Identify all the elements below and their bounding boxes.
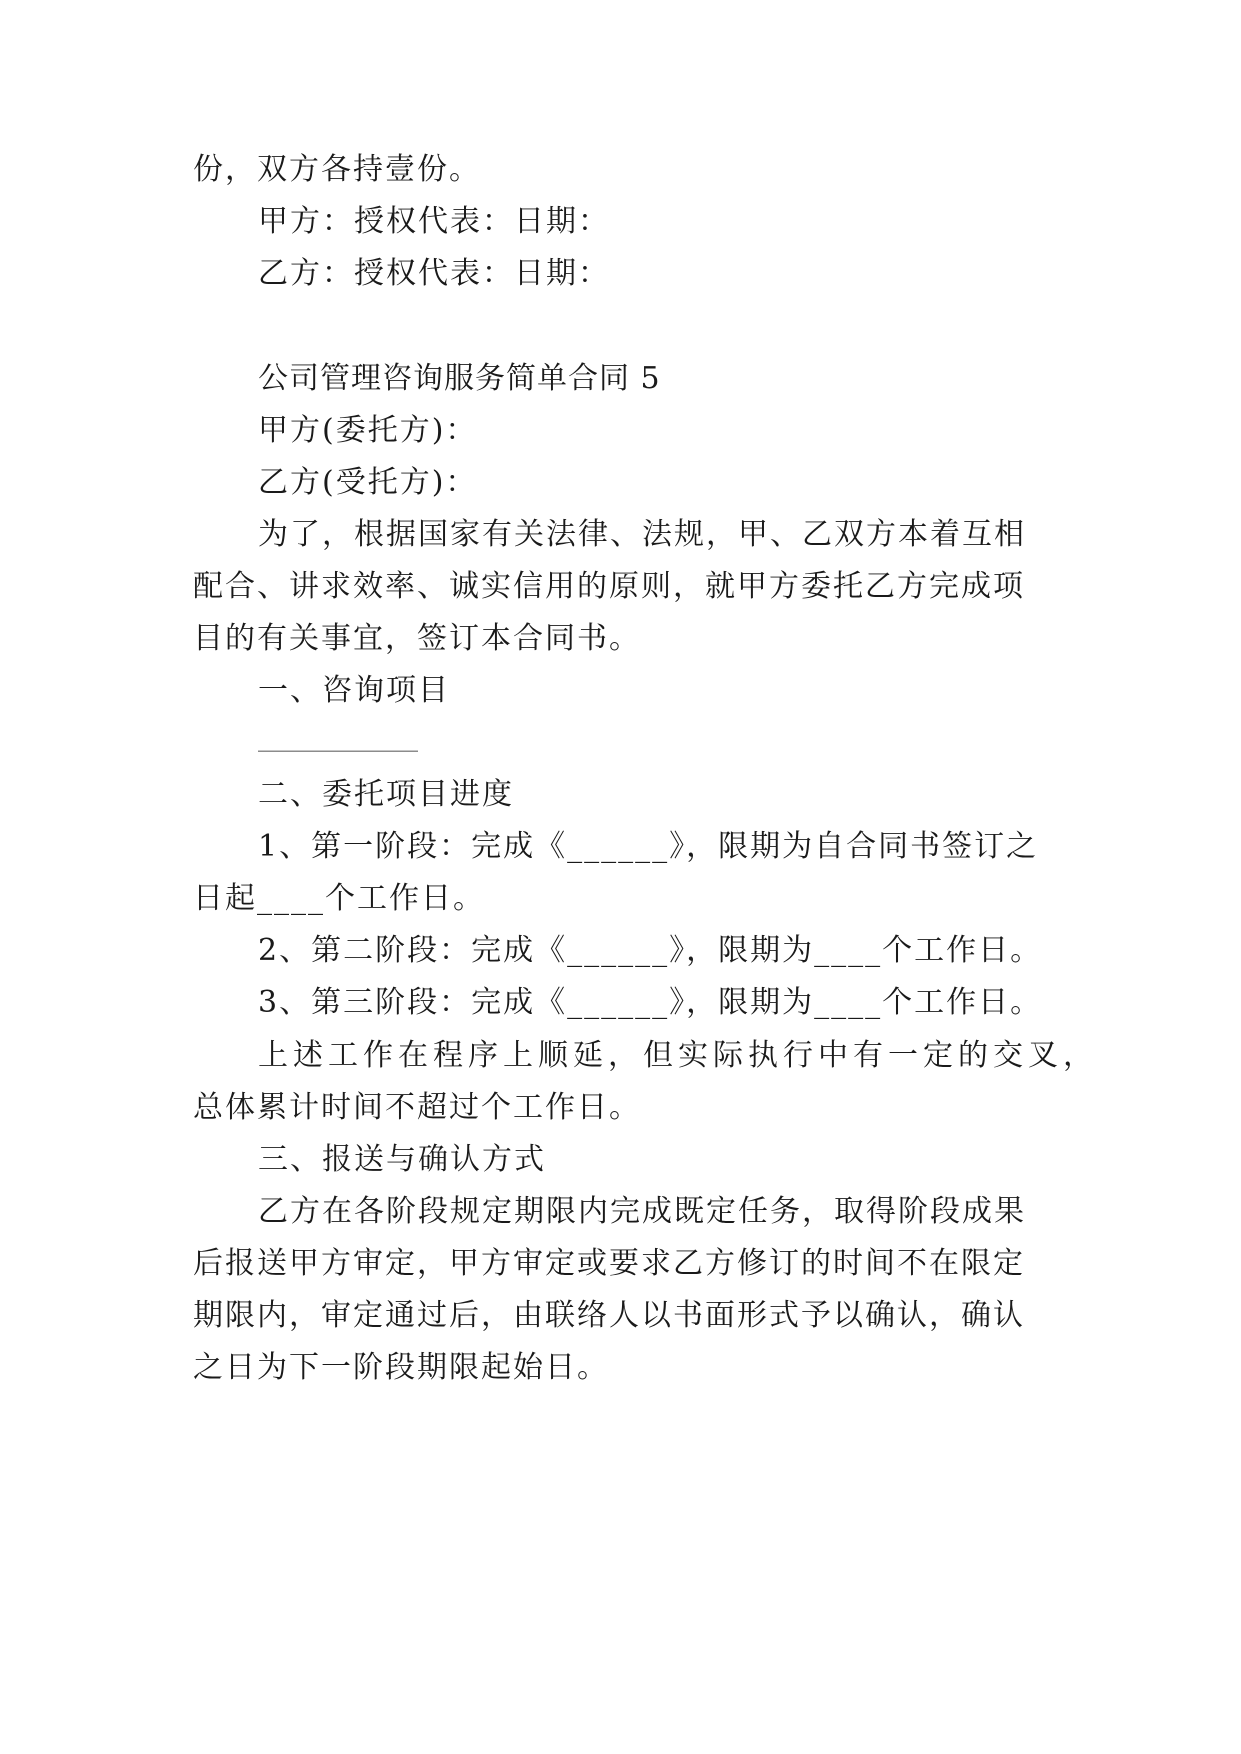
text-line: 乙方在各阶段规定期限内完成既定任务，取得阶段成果 <box>258 1194 1026 1229</box>
section-title: 公司管理咨询服务简单合同 5 <box>258 361 661 396</box>
text-line: 甲方：授权代表：日期： <box>258 204 610 239</box>
text-line: 为了，根据国家有关法律、法规，甲、乙双方本着互相 <box>258 517 1026 552</box>
text-line: 之日为下一阶段期限起始日。 <box>193 1350 609 1385</box>
text-line: 2、第二阶段：完成《______》，限期为____个工作日。 <box>258 933 1043 968</box>
blank-line: ________________ <box>258 728 418 752</box>
text-line: 期限内，审定通过后，由联络人以书面形式予以确认，确认 <box>193 1298 1025 1333</box>
text-line: 1、第一阶段：完成《______》，限期为自合同书签订之 <box>258 829 1039 864</box>
text-line: 份，双方各持壹份。 <box>193 152 481 187</box>
heading: 三、报送与确认方式 <box>258 1142 546 1177</box>
text-line: 3、第三阶段：完成《______》，限期为____个工作日。 <box>258 985 1043 1020</box>
text-line: 日起____个工作日。 <box>193 881 485 916</box>
text-line: 总体累计时间不超过个工作日。 <box>193 1090 641 1125</box>
text-line: 后报送甲方审定，甲方审定或要求乙方修订的时间不在限定 <box>193 1246 1025 1281</box>
text-line: 乙方：授权代表：日期： <box>258 256 610 291</box>
text-line: 配合、讲求效率、诚实信用的原则，就甲方委托乙方完成项 <box>193 569 1025 604</box>
text-line: 上述工作在程序上顺延，但实际执行中有一定的交叉， <box>258 1038 1098 1073</box>
text-line: 乙方(受托方)： <box>258 465 478 500</box>
heading: 一、咨询项目 <box>258 673 450 708</box>
text-line: 甲方(委托方)： <box>258 413 478 448</box>
text-line: 目的有关事宜，签订本合同书。 <box>193 621 641 656</box>
heading: 二、委托项目进度 <box>258 777 514 812</box>
